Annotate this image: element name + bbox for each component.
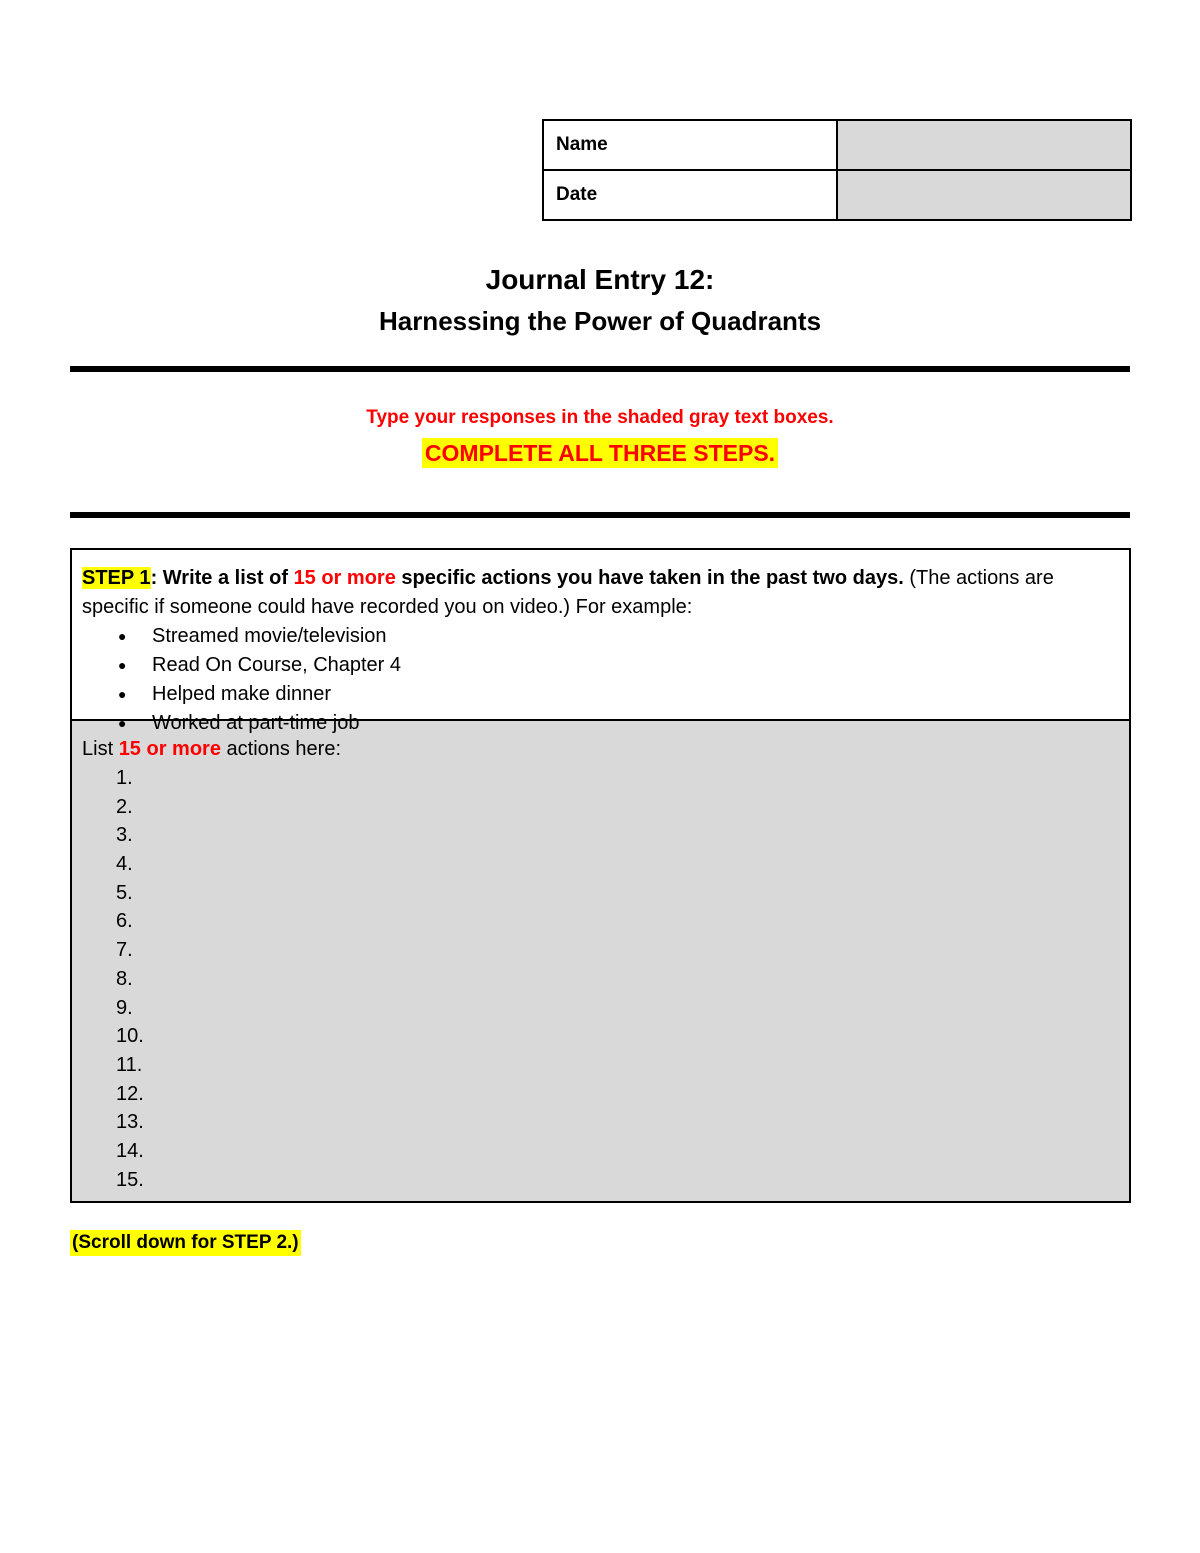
- action-line[interactable]: 11.: [116, 1053, 143, 1076]
- list-item: [82, 709, 1119, 738]
- page-subtitle: Harnessing the Power of Quadrants: [378, 306, 822, 336]
- bullet-icon: ●: [118, 686, 127, 702]
- page-title: Journal Entry 12:: [485, 264, 715, 295]
- response-intro-highlight: 15 or more: [118, 738, 221, 760]
- step1-prompt-part2: specific actions you have taken in the past two days.: [395, 567, 904, 589]
- instruction-complete-steps: COMPLETE ALL THREE STEPS.: [422, 438, 778, 468]
- list-item: [82, 622, 1119, 651]
- divider-bottom: [70, 512, 1130, 518]
- action-line[interactable]: 10.: [116, 1025, 144, 1048]
- example-text: Streamed movie/television: [152, 625, 387, 647]
- instruction-complete-steps-wrapper: [0, 440, 1200, 467]
- example-text: Helped make dinner: [152, 683, 331, 705]
- bullet-icon: ●: [118, 715, 127, 731]
- response-intro-part2: actions here:: [220, 738, 342, 760]
- instruction-shaded-boxes: Type your responses in the shaded gray text boxes.: [366, 407, 834, 428]
- action-line[interactable]: 13.: [116, 1111, 144, 1134]
- action-number-list: [82, 764, 1119, 1194]
- example-text: Read On Course, Chapter 4: [152, 654, 402, 676]
- step1-colon: :: [150, 567, 158, 589]
- step1-box: [70, 548, 1131, 1203]
- name-label: Name: [543, 120, 837, 170]
- date-label: Date: [543, 170, 837, 220]
- action-line[interactable]: 15.: [116, 1168, 144, 1191]
- action-line[interactable]: 7.: [116, 939, 133, 962]
- action-line[interactable]: 14.: [116, 1139, 144, 1162]
- list-item: [82, 680, 1119, 709]
- example-text: Worked at part-time job: [152, 712, 360, 734]
- action-line[interactable]: 5.: [116, 881, 133, 904]
- action-line[interactable]: 9.: [116, 996, 133, 1019]
- action-line[interactable]: 2.: [116, 795, 133, 818]
- step1-prompt-part3: (The actions are specific if someone could have recorded you on video.) For example:: [82, 567, 1054, 618]
- scroll-note: (Scroll down for STEP 2.): [70, 1230, 301, 1256]
- list-item: [82, 651, 1119, 680]
- response-intro: [82, 735, 1119, 764]
- name-field[interactable]: [837, 120, 1131, 170]
- step1-prompt: [72, 550, 1129, 734]
- step1-prompt-highlight: 15 or more: [293, 567, 396, 589]
- example-list: [82, 622, 1119, 738]
- action-line[interactable]: 1.: [116, 767, 133, 789]
- action-line[interactable]: 8.: [116, 967, 133, 990]
- name-date-table: [542, 119, 1132, 221]
- bullet-icon: ●: [118, 628, 127, 644]
- step1-label: STEP 1: [82, 567, 151, 589]
- action-line[interactable]: 6.: [116, 910, 133, 933]
- bullet-icon: ●: [118, 657, 127, 673]
- divider-top: [70, 366, 1130, 372]
- response-intro-part1: List: [82, 738, 119, 760]
- step1-response-box[interactable]: [72, 721, 1129, 1201]
- action-line[interactable]: 12.: [116, 1082, 144, 1105]
- step1-prompt-part1: Write a list of: [157, 567, 294, 589]
- action-line[interactable]: 4.: [116, 853, 133, 876]
- action-line[interactable]: 3.: [116, 824, 133, 847]
- date-field[interactable]: [837, 170, 1131, 220]
